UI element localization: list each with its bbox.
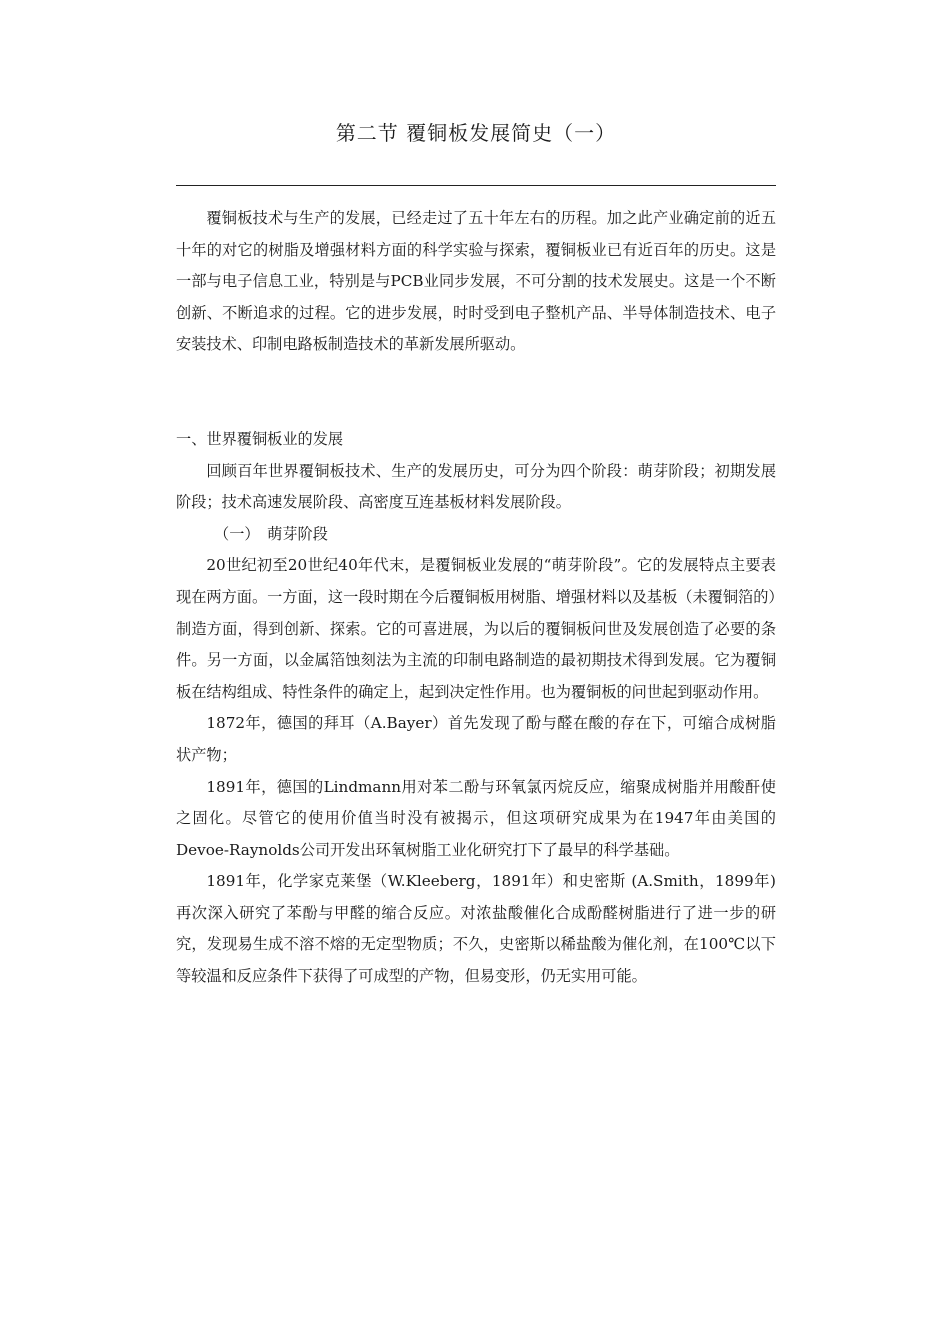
section-paragraph: 回顾百年世界覆铜板技术、生产的发展历史，可分为四个阶段：萌芽阶段；初期发展阶段；技术高速发展阶段、高密度互连基板材料发展阶段。 — [176, 461, 776, 512]
section-spacer — [176, 361, 776, 424]
title-divider — [176, 185, 776, 186]
page-title: 第二节 覆铜板发展简史（一） — [335, 121, 617, 145]
intro-paragraph: 覆铜板技术与生产的发展，已经走过了五十年左右的历程。加之此产业确定前的近五十年的对它的树脂及增强材料方面的科学实验与探索，覆铜板业已有近百年的历史。这是一部与电子信息工业，特别是与PCB业同步发展，不可分割的技术发展史。这是一个不断创新、不断追求的过程。它的进步发展，时时受到电子整机产品、半导体制造技术、电子安装技术、印制电路板制造技术的革新发展所驱动。 — [176, 209, 776, 354]
paragraph-1891-kleeberg: 1891年，化学家克莱堡（W.Kleeberg，1891年）和史密斯 (A.Smith，1899年)再次深入研究了苯酚与甲醛的缩合反应。对浓盐酸催化合成酚醛树脂进行了进一步的研究，发现易生成不溶不熔的无定型物质；不久，史密斯以稀盐酸为催化剂，在100℃以下等较温和反应条件下获得了可成型的产物，但易变形，仍无实用可能。 — [176, 872, 776, 986]
section-heading: 一、世界覆铜板业的发展 — [176, 429, 344, 448]
subsection-heading: （一） 萌芽阶段 — [214, 524, 328, 543]
subsection-paragraph: 20世纪初至20世纪40年代末，是覆铜板业发展的“萌芽阶段”。它的发展特点主要表现在两方面。一方面，这一段时期在今后覆铜板用树脂、增强材料以及基板（未覆铜箔的）制造方面，得到创新、探索。它的可喜进展，为以后的覆铜板问世及发展创造了必要的条件。另一方面，以金属箔蚀刻法为主流的印制电路制造的最初期技术得到发展。它为覆铜板在结构组成、特性条件的确定上，起到决定性作用。也为覆铜板的问世起到驱动作用。 — [176, 556, 776, 701]
paragraph-1891-lindmann: 1891年，德国的Lindmann用对苯二酚与环氧氯丙烷反应，缩聚成树脂并用酸酐使之固化。尽管它的使用价值当时没有被揭示，但这项研究成果为在1947年由美国的Devoe-Raynolds公司开发出环氧树脂工业化研究打下了最早的科学基础。 — [176, 777, 776, 859]
document-body — [176, 203, 776, 993]
paragraph-1872: 1872年，德国的拜耳（A.Bayer）首先发现了酚与醛在酸的存在下，可缩合成树脂状产物； — [176, 714, 776, 764]
